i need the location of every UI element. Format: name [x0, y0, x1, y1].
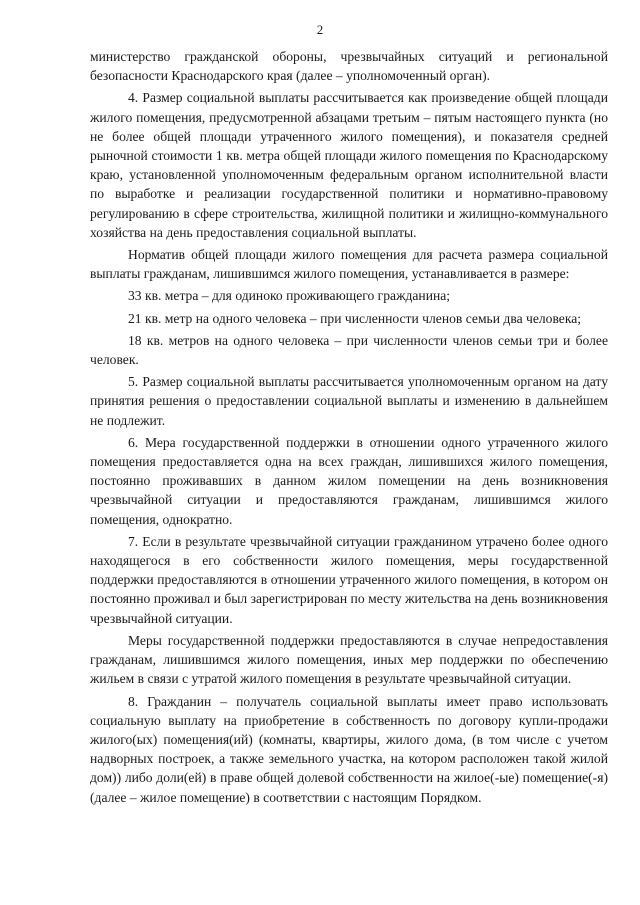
document-body [90, 47, 608, 807]
paragraph-area-norm: Норматив общей площади жилого помещения для расчета размера социальной выплаты гражданам, лишившимся жилого помещения, устанавливается в размере: [90, 247, 608, 282]
paragraph-item-6: 6. Мера государственной поддержки в отношении одного утраченного жилого помещения предоставляется одна на всех граждан, лишившихся жилого помещения, постоянно проживавших в данном жилом помещении на день возникновения чрезвычайной ситуации и предоставляются гражданам, лишившимся жилого помещения, однократно. [90, 434, 608, 527]
page-number: 2 [316, 22, 324, 37]
paragraph-item-5: 5. Размер социальной выплаты рассчитывается уполномоченным органом на дату принятия решения о предоставлении социальной выплаты и изменению в дальнейшем не подлежит. [90, 374, 608, 428]
paragraph-norm-21: 21 кв. метр на одного человека – при численности членов семьи два человека; [128, 310, 582, 326]
paragraph-norm-33: 33 кв. метра – для одиноко проживающего гражданина; [128, 288, 451, 304]
paragraph-item-8: 8. Гражданин – получатель социальной выплаты имеет право использовать социальную выплату на приобретение в собственность по договору купли-продажи жилого(ых) помещения(ий) (комнаты, квартиры, жилого дома, (в том числе с учетом надворных построек, а также земельного участка, на котором расположен такой жилой дом)) либо доли(ей) в праве общей долевой собственности на жилое(-ые) помещение(-я) (далее – жилое помещение) в соответствии с настоящим Порядком. [90, 693, 608, 805]
paragraph-item-7: 7. Если в результате чрезвычайной ситуации гражданином утрачено более одного находящегося в его собственности жилого помещения, меры государственной поддержки предоставляются в отношении утраченного жилого помещения, в котором он постоянно проживал и был зарегистрирован по месту жительства на день возникновения чрезвычайной ситуации. [90, 533, 608, 626]
paragraph-norm-18: 18 кв. метров на одного человека – при численности членов семьи три и более человек. [90, 332, 608, 368]
paragraph-item-4: 4. Размер социальной выплаты рассчитывается как произведение общей площади жилого помещения, предусмотренной абзацами третьим – пятым настоящего пункта (но не более общей площади утраченного жилого помещения), и показателя средней рыночной стоимости 1 кв. метра общей площади жилого помещения по Краснодарскому краю, установленной уполномоченным федеральным органом исполнительной власти по выработке и реализации государственной политики и нормативно-правовому регулированию в сфере строительства, жилищной политики и жилищно-коммунального хозяйства на день предоставления социальной выплаты. [90, 90, 608, 240]
paragraph-continuation: министерство гражданской обороны, чрезвычайных ситуаций и региональной безопасности Краснодарского края (далее – уполномоченный орган). [90, 49, 608, 84]
paragraph-support-measures: Меры государственной поддержки предоставляются в случае непредоставления гражданам, лишившимся жилого помещения, иных мер поддержки по обеспечению жильем в связи с утратой жилого помещения в результате чрезвычайной ситуации. [90, 632, 608, 687]
